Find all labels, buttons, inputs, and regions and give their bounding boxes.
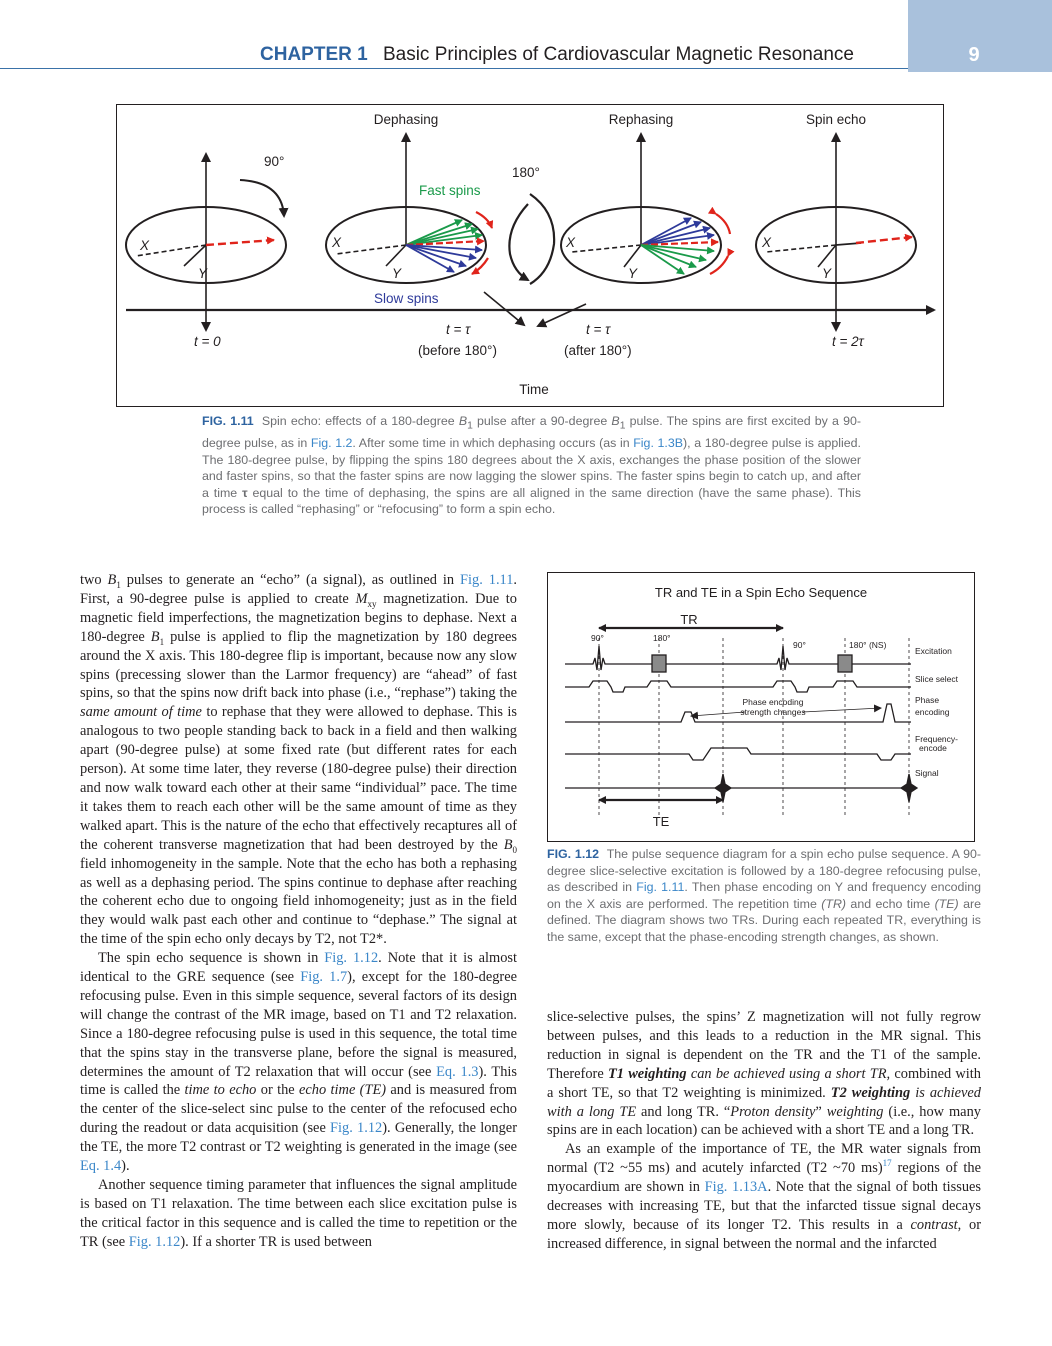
body-text: ). This time is called the [80, 1063, 518, 1099]
figure-1-12-caption [547, 846, 981, 946]
y-axis-label: Y [628, 266, 638, 281]
equation-link[interactable]: Eq. 1.4 [80, 1158, 122, 1175]
figure-link[interactable]: Fig. 1.11 [636, 880, 685, 895]
row-label-signal: Signal [915, 768, 939, 778]
caption-text: B [611, 414, 620, 428]
body-text: , or increased difference, in signal between the normal and the infarcted [547, 1216, 982, 1252]
equation-link[interactable]: Eq. 1.3 [436, 1063, 479, 1080]
spin-disk-echo [756, 134, 916, 330]
caption-text: pulse after a 90-degree [472, 414, 612, 428]
figure-1-12-title: TR and TE in a Spin Echo Sequence [654, 585, 868, 600]
body-text: field inhomogeneity in the sample. Note that the echo has both a rephasing as well as a dephasing period. The spins continue to dephase after reaching the coherent echo due to ongoing field inhomogeneity; just as in the field they would walk past each other and continue to “dephase.” The signal at the time of the spin echo only decays by T2, not T2*. [80, 855, 517, 948]
body-text: (i.e., how many spins are in each location) can be achieved with a short TE and a long TR. [547, 1103, 981, 1139]
chapter-title: Basic Principles of Cardiovascular Magnetic Resonance [382, 44, 854, 65]
after-180-label: (after 180°) [564, 343, 632, 358]
body-text: Another sequence timing parameter that influences the signal amplitude is based on T1 relaxation. The time between each slice excitation pulse is the critical factor in this sequence and is called the time to repetition or the TR (see [80, 1177, 517, 1250]
body-paragraph [80, 1176, 517, 1252]
caption-text: and echo time [846, 896, 935, 911]
body-text: pulse is applied to flip the magnetization by 180 degrees around the X axis. This 180-degree flip is important, because now any slow spins (precessing slower than the Larmor frequency) are “ahead” of fast spins, so that the spins now drift back into phase (i.e., “rephase”) taking the [80, 628, 517, 702]
figure-label: FIG. 1.11 [202, 414, 254, 428]
body-text: can be achieved using a short TR, [686, 1065, 891, 1082]
dephasing-label: Dephasing [373, 112, 439, 127]
figure-link[interactable]: Fig. 1.11 [460, 572, 514, 588]
body-paragraph [547, 1008, 981, 1140]
caption-text: are defined. The diagram shows two TRs. During each repeated TR, everything is the same, except that the phase-encoding strength changes, as shown. [547, 896, 981, 944]
body-text: pulses to generate an “echo” (a signal), as outlined in [120, 572, 460, 588]
figure-link[interactable]: Fig. 1.7 [300, 969, 348, 986]
caption-text: (TR) [821, 896, 847, 911]
body-paragraph [80, 571, 517, 949]
tr-label: TR [680, 612, 698, 627]
body-paragraph [80, 949, 517, 1176]
pulse-180-label: 180° [653, 633, 671, 643]
body-text: ), except for the 180-degree refocusing pulse. Even in this simple sequence, several factors of its design will change the contrast of the MR image, based on T1 and T2 relaxation. Since a 180-degree refocusing pulse is used in this sequence, the total time that the spins stay in the transverse plane, before the signal is measured, determines the amount of T2 relaxation that will occur (see [80, 969, 517, 1080]
citation-link[interactable]: 17 [882, 1158, 892, 1169]
spin-echo-label: Spin echo [805, 112, 867, 127]
page-number: 9 [968, 44, 980, 66]
caption-text: (TE) [934, 896, 959, 911]
figure-link[interactable]: Fig. 1.2 [310, 436, 353, 451]
row-label-phase-encoding: encoding [915, 707, 950, 717]
x-axis-label: X [332, 235, 342, 250]
te-label: TE [652, 814, 670, 829]
row-label-frequency: Frequency- [915, 734, 958, 744]
body-text: Proton density [730, 1103, 816, 1120]
caption-text: . Then phase encoding on Y and frequency encoding on the X axis are performed. The repetition time [547, 880, 981, 911]
flip-90-label: 90° [264, 154, 285, 169]
body-text: is achieved with a long TE [547, 1084, 981, 1120]
timing-guides [599, 638, 909, 817]
body-text: magnetization. Due to magnetic field imperfections, the magnetization begins to dephase. Next a 180-degree [80, 590, 517, 645]
body-text: ). [121, 1158, 130, 1175]
figure-link[interactable]: Fig. 1.3B [633, 436, 684, 451]
figure-link[interactable]: Fig. 1.12 [324, 950, 379, 967]
page-number-tab [908, 0, 1052, 72]
caption-text: B [458, 414, 468, 428]
body-text: . Note that it is almost identical to the GRE sequence (see [80, 950, 517, 986]
row-label-excitation: Excitation [915, 646, 952, 656]
body-text: T2 weighting [830, 1084, 911, 1101]
caption-text: 1 [467, 420, 473, 432]
body-text: ). Generally, the longer the TE, the more T2 contrast or T2 weighting is generated in the image (see [80, 1120, 517, 1156]
signal-waveform [565, 774, 917, 802]
before-180-label: (before 180°) [418, 343, 497, 358]
body-text: . Note that the signal of both tissues decreases with increasing TE, but that the infarcted tissue signal decays more slowly, because of its longer T2. This results in a [547, 1179, 982, 1233]
frequency-encode-waveform [565, 748, 911, 760]
flip-180-arrow [509, 204, 528, 280]
phase-note-line-2: strength changes [740, 707, 806, 717]
body-text: and is measured from the center of the slice-select sinc pulse to the center of the refocused echo during the readout or data acquisition (see [80, 1082, 517, 1137]
body-text: As an example of the importance of TE, the MR water signals from normal (T2 ~55 ms) and acutely infarcted (T2 ~70 ms) [547, 1141, 981, 1177]
body-text: B [150, 628, 160, 645]
body-text: 1 [116, 579, 121, 590]
body-text: 0 [512, 844, 517, 855]
pulse-90-label: 90° [793, 640, 806, 650]
body-text: ). If a shorter TR is used between [180, 1233, 372, 1250]
caption-text: ), a 180-degree pulse is applied. The 180-degree pulse, by flipping the spins 180 degrees about the X axis, exchanges the phase position of the slower and faster spins, so that the faster spins are now lagging the slower spins. The faster spins begin to catch up, and after a time [202, 436, 861, 500]
x-axis-label: X [762, 235, 772, 250]
t-zero-label: t = 0 [194, 334, 221, 349]
t-2tau-label: t = 2τ [832, 334, 864, 349]
body-text: ” [815, 1103, 827, 1120]
rephasing-label: Rephasing [608, 112, 674, 127]
flip-90-arrow [240, 180, 284, 216]
spin-disk-dephasing [326, 134, 492, 283]
body-text: same amount of time [80, 704, 202, 721]
figure-1-12-diagram [547, 572, 975, 842]
y-axis-label: Y [392, 266, 402, 281]
row-label-phase: Phase [915, 695, 940, 705]
body-text: The spin echo sequence is shown in [98, 950, 325, 967]
t-tau-after-label: t = τ [586, 322, 611, 337]
body-text: two [80, 572, 108, 588]
flip-180-label: 180° [512, 165, 540, 180]
caption-text: equal to the time of dephasing, the spins are all aligned in the same direction (have the same phase). This process is called “rephasing” or “refocusing” to form a spin echo. [202, 485, 862, 517]
figure-link[interactable]: Fig. 1.12 [128, 1233, 181, 1250]
body-text: or the [256, 1082, 300, 1099]
caption-text: . After some time in which dephasing occurs (as in [352, 436, 634, 451]
body-text: regions of the myocardium are shown in [547, 1160, 981, 1196]
figure-link[interactable]: Fig. 1.12 [330, 1120, 383, 1137]
flip-180-arrow-back [530, 194, 554, 284]
caption-text: Spin echo: effects of a 180-degree [261, 414, 459, 428]
y-axis-label: Y [198, 266, 208, 281]
x-axis-label: X [566, 235, 576, 250]
running-head [260, 44, 854, 66]
x-axis-label: X [140, 238, 150, 253]
figure-1-11-diagram [116, 104, 944, 407]
body-paragraph [547, 1140, 981, 1253]
caption-text: τ [242, 485, 248, 500]
pulse-180-ns-label: 180° (NS) [849, 640, 887, 650]
body-text: time to echo [184, 1082, 257, 1099]
body-text: and long TR. “ [636, 1103, 731, 1120]
body-column-left [80, 571, 517, 1252]
spin-disk-initial [126, 154, 286, 330]
header-rule [0, 68, 908, 69]
row-label-slice-select: Slice select [915, 674, 958, 684]
body-text: combined with a short TE, so that T2 weighting is minimized. [547, 1065, 981, 1101]
row-label-encode: encode [919, 743, 947, 753]
body-text: echo time (TE) [299, 1082, 387, 1099]
slow-spins-label: Slow spins [374, 291, 439, 306]
body-column-right [547, 1008, 981, 1254]
figure-link[interactable]: Fig. 1.13A [704, 1179, 768, 1196]
caption-text: 1 [619, 420, 626, 432]
t-tau-before-label: t = τ [446, 322, 471, 337]
body-text: . First, a 90-degree pulse is applied to create [80, 572, 518, 607]
body-text: to rephase that they were allowed to dephase. This is analogous to two people standing back to back in a field and then walking apart (90-degree pulse) at some fixed rate (but different rates for each person). At some time later, they reverse (180-degree pulse) their direction and now walk toward each other at their same “individual” pace. The time it takes them to reach each other will be the same amount of time as they walked apart. This is the nature of the echo that effectively recaptures all of the coherent transverse magnetization that had been destroyed by the [80, 704, 517, 853]
body-text: xy [367, 598, 377, 609]
phase-encoding-waveform [565, 704, 911, 722]
body-text: T1 weighting [607, 1065, 687, 1082]
tau-arrow-left [484, 292, 524, 325]
body-text: contrast [910, 1216, 958, 1233]
spin-disk-rephasing [561, 134, 730, 283]
pulse-90-label: 90° [591, 633, 604, 643]
tau-arrow-right [538, 304, 586, 326]
chapter-label: CHAPTER 1 [260, 44, 368, 65]
caption-text: The pulse sequence diagram for a spin echo pulse sequence. A 90-degree slice-selective excitation is followed by a 180-degree refocusing pulse, as described in [547, 847, 982, 895]
body-text: M [355, 590, 368, 607]
figure-1-11-caption [202, 413, 861, 518]
body-text: B [107, 572, 117, 588]
figure-label: FIG. 1.12 [547, 847, 600, 861]
slice-select-waveform [565, 681, 911, 692]
caption-text: pulse. The spins are first excited by a 90-degree pulse, as in [202, 414, 861, 451]
body-text: slice-selective pulses, the spins’ Z magnetization will not fully regrow between pulses, and this leads to a reduction in the MR signal. This reduction in signal is dependent on the TR and the T1 of the sample. Therefore [547, 1009, 981, 1082]
time-axis-label: Time [519, 382, 549, 397]
phase-note-line-1: Phase encoding [742, 697, 804, 707]
body-text: weighting [826, 1103, 884, 1120]
y-axis-label: Y [822, 266, 832, 281]
body-text: B [503, 836, 513, 853]
body-text: 1 [159, 636, 165, 647]
fast-spins-label: Fast spins [419, 183, 481, 198]
